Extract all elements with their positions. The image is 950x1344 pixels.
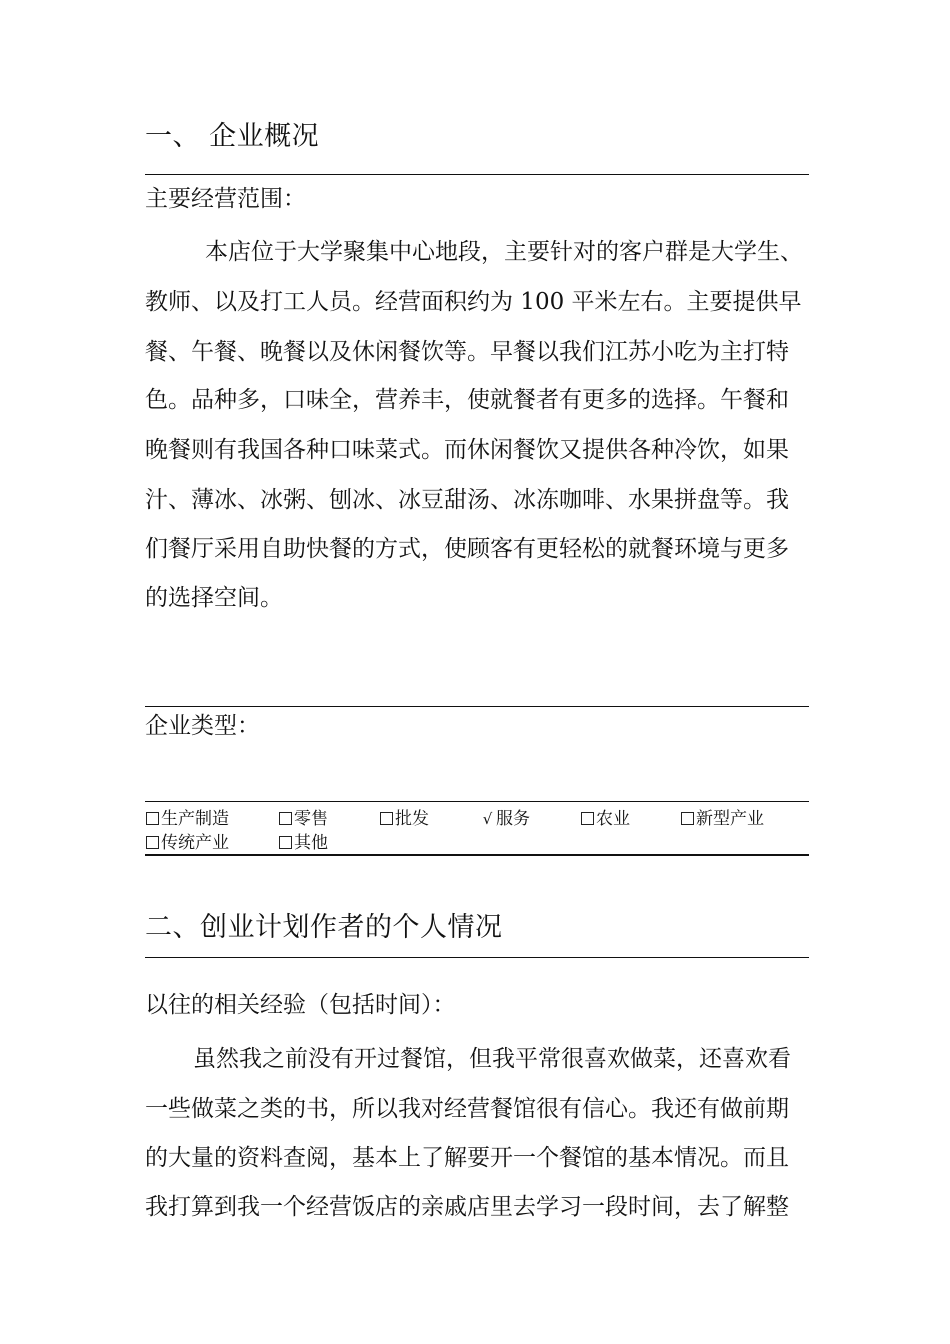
paragraph-line: 虽然我之前没有开过餐馆，但我平常很喜欢做菜，还喜欢看 xyxy=(193,1046,791,1072)
checkbox-icon[interactable] xyxy=(146,836,159,849)
experience-label: 以往的相关经验（包括时间）： xyxy=(145,992,456,1018)
paragraph-line: 的大量的资料查阅，基本上了解要开一个餐馆的基本情况。而且 xyxy=(145,1145,789,1171)
type-option-wholesale[interactable]: 批发 xyxy=(380,804,429,829)
paragraph-line: 我打算到我一个经营饭店的亲戚店里去学习一段时间，去了解整 xyxy=(145,1194,789,1220)
divider xyxy=(145,957,809,958)
checkbox-icon[interactable] xyxy=(279,812,292,825)
checkbox-icon[interactable] xyxy=(146,812,159,825)
type-option-retail[interactable]: 零售 xyxy=(279,804,328,829)
type-option-traditional-industry[interactable]: 传统产业 xyxy=(146,828,229,853)
enterprise-type-label: 企业类型： xyxy=(145,713,260,739)
paragraph-line: 一些做菜之类的书，所以我对经营餐馆很有信心。我还有做前期 xyxy=(145,1096,789,1122)
paragraph-line: 晚餐则有我国各种口味菜式。而休闲餐饮又提供各种冷饮，如果 xyxy=(145,437,789,463)
divider xyxy=(145,801,809,802)
type-option-service[interactable]: √ 服务 xyxy=(482,809,530,829)
type-option-new-industry[interactable]: 新型产业 xyxy=(681,804,764,829)
paragraph-line: 的选择空间。 xyxy=(145,585,283,611)
checkbox-icon[interactable] xyxy=(581,812,594,825)
paragraph-line: 色。品种多，口味全，营养丰，使就餐者有更多的选择。午餐和 xyxy=(145,387,789,413)
type-option-agriculture[interactable]: 农业 xyxy=(581,804,630,829)
divider xyxy=(145,174,809,175)
paragraph-line: 餐、午餐、晚餐以及休闲餐饮等。早餐以我们江苏小吃为主打特 xyxy=(145,339,789,365)
scope-label: 主要经营范围： xyxy=(145,186,306,212)
type-option-manufacturing[interactable]: 生产制造 xyxy=(146,804,229,829)
section-heading-overview: 一、 企业概况 xyxy=(145,121,320,152)
checkbox-icon[interactable] xyxy=(380,812,393,825)
section-heading-author: 二、创业计划作者的个人情况 xyxy=(145,912,503,943)
paragraph-line: 教师、以及打工人员。经营面积约为 100 平米左右。主要提供早 xyxy=(145,289,802,315)
checkbox-icon[interactable] xyxy=(279,836,292,849)
type-option-other[interactable]: 其他 xyxy=(279,828,328,853)
paragraph-line: 汁、薄冰、冰粥、刨冰、冰豆甜汤、冰冻咖啡、水果拼盘等。我 xyxy=(145,487,789,513)
paragraph-line: 们餐厅采用自助快餐的方式，使顾客有更轻松的就餐环境与更多 xyxy=(145,536,789,562)
paragraph-line: 本店位于大学聚集中心地段，主要针对的客户群是大学生、 xyxy=(205,239,803,265)
divider xyxy=(145,854,809,856)
checkmark-icon[interactable]: √ xyxy=(482,810,493,828)
checkbox-icon[interactable] xyxy=(681,812,694,825)
